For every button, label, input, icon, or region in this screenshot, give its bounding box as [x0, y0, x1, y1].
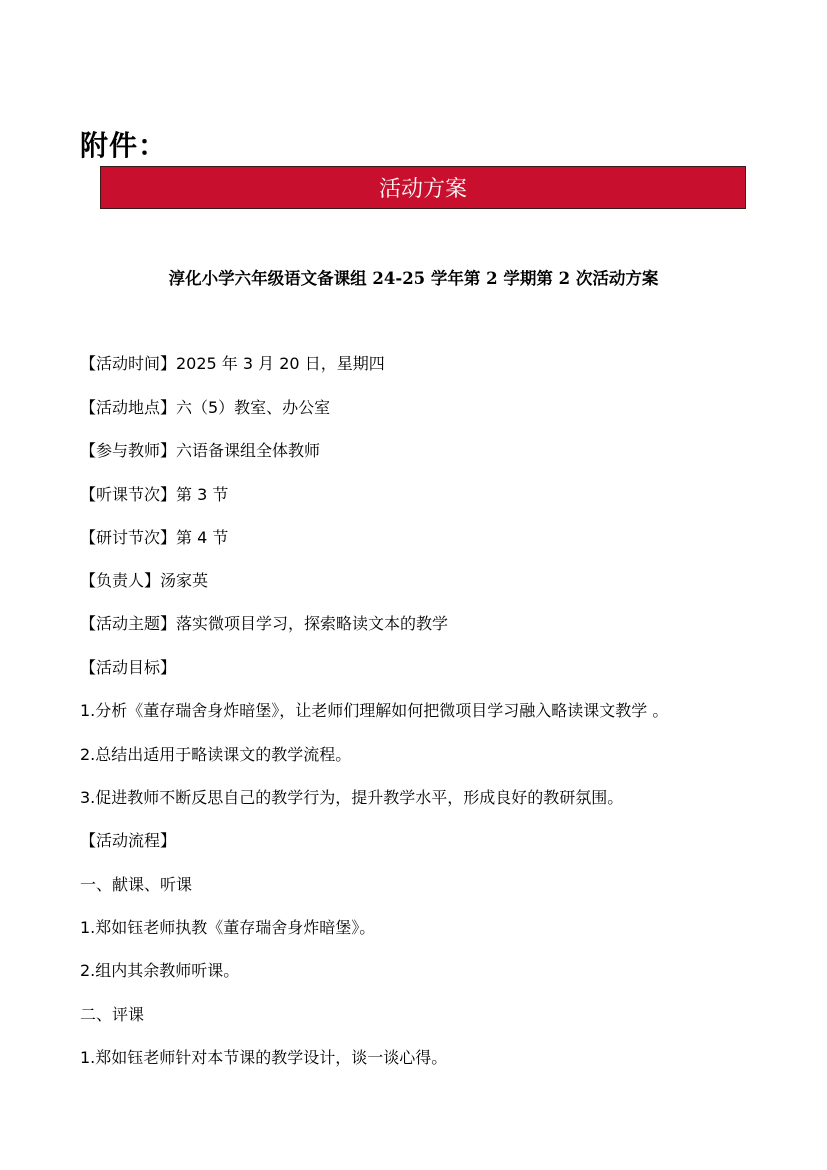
activity-plan-banner — [100, 166, 746, 209]
process-item: 1.郑如钰老师针对本节课的教学设计，谈一谈心得。 — [80, 1048, 448, 1067]
process-section: 二、评课 — [80, 1005, 145, 1024]
participating-teachers: 【参与教师】六语备课组全体教师 — [80, 441, 321, 460]
process-item: 1.郑如钰老师执教《董存瑞舍身炸暗堡》。 — [80, 918, 376, 937]
process-section: 一、献课、听课 — [80, 875, 193, 894]
activity-theme: 【活动主题】落实微项目学习，探索略读文本的教学 — [80, 614, 449, 633]
activity-time: 【活动时间】2025 年 3 月 20 日，星期四 — [80, 354, 385, 373]
banner-title: 活动方案 — [378, 177, 467, 202]
document-title: 淳化小学六年级语文备课组 24-25 学年第 2 学期第 2 次活动方案 — [168, 269, 659, 288]
goals-heading: 【活动目标】 — [80, 658, 177, 677]
lesson-period: 【听课节次】第 3 节 — [80, 485, 229, 504]
attachment-label: 附件： — [80, 129, 168, 162]
process-item: 2.组内其余教师听课。 — [80, 961, 240, 980]
activity-location: 【活动地点】六（5）教室、办公室 — [80, 398, 331, 417]
goal-item: 3.促进教师不断反思自己的教学行为，提升教学水平，形成良好的教研氛围。 — [80, 788, 624, 807]
process-heading: 【活动流程】 — [80, 831, 177, 850]
goal-item: 2.总结出适用于略读课文的教学流程。 — [80, 745, 352, 764]
person-in-charge: 【负责人】汤家英 — [80, 571, 209, 590]
discussion-period: 【研讨节次】第 4 节 — [80, 528, 229, 547]
goal-item: 1.分析《董存瑞舍身炸暗堡》，让老师们理解如何把微项目学习融入略读课文教学 。 — [80, 701, 669, 720]
